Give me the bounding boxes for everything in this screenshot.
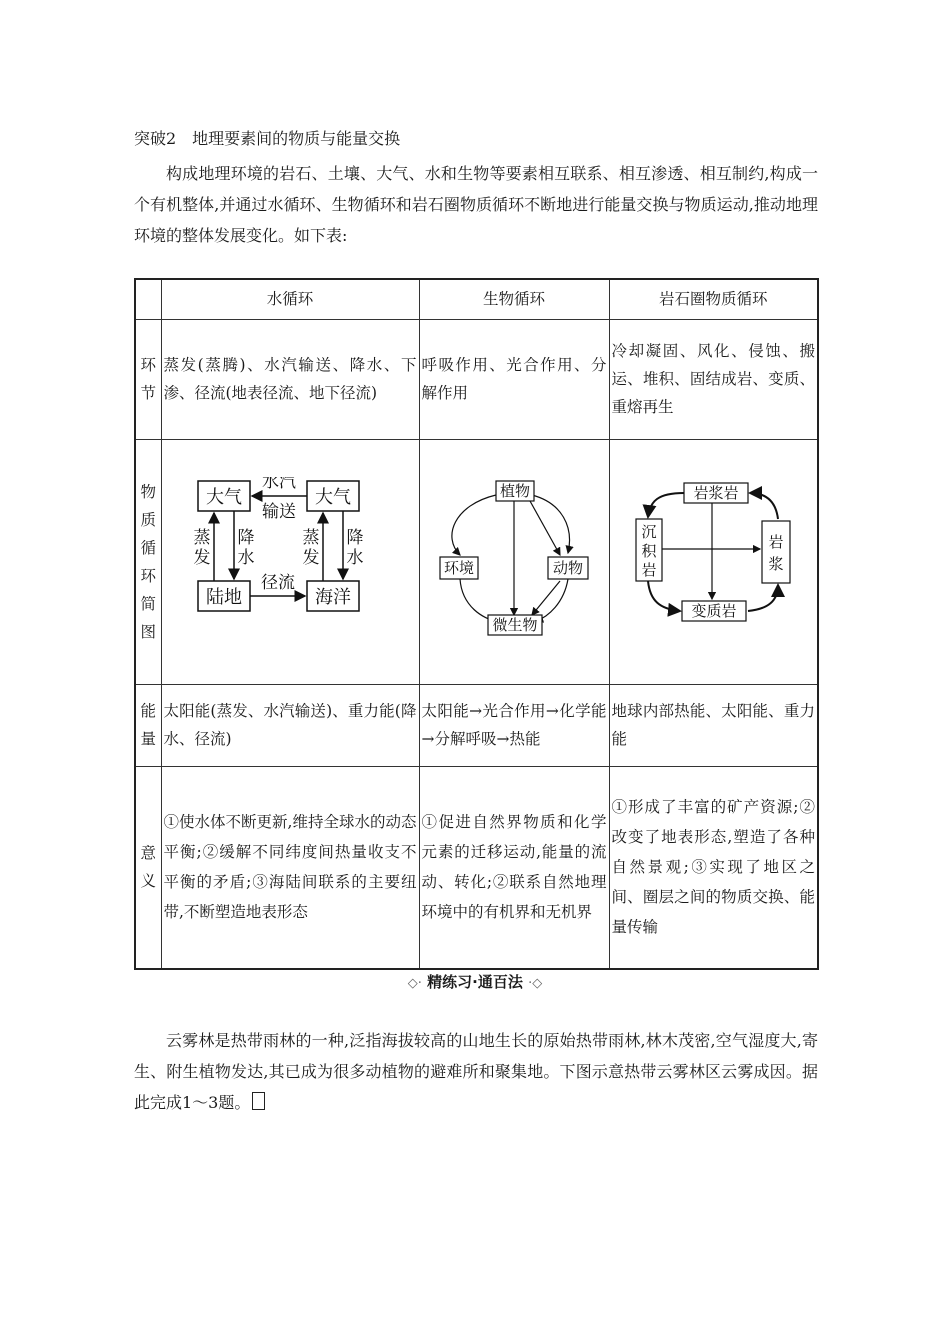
water-cycle-diagram bbox=[190, 477, 390, 637]
runoff-label: 径流 bbox=[261, 573, 295, 593]
row-label-energy: 能量 bbox=[135, 684, 161, 766]
ocean-precip-char-2: 水 bbox=[346, 548, 364, 568]
magma-char-1: 岩 bbox=[768, 533, 784, 551]
material-energy-table bbox=[134, 278, 819, 970]
row-links bbox=[135, 319, 818, 439]
atmosphere-left-label: 大气 bbox=[206, 487, 242, 508]
microbe-label: 微生物 bbox=[492, 616, 538, 634]
row-meaning bbox=[135, 766, 818, 969]
ocean-evap-char-2: 发 bbox=[302, 548, 320, 568]
plant-label: 植物 bbox=[499, 482, 531, 500]
exercise-text: 云雾林是热带雨林的一种,泛指海拔较高的山地生长的原始热带雨林,林木茂密,空气湿度大,寄生、附生植物发达,其已成为很多动植物的避难所和聚集地。下图示意热带云雾林区云雾成因。据此完成1～3题。 bbox=[134, 1031, 818, 1112]
magma-to-magmatic-curve bbox=[750, 493, 778, 519]
sed-char-3: 岩 bbox=[641, 561, 657, 579]
row-label-links: 环节 bbox=[135, 319, 161, 439]
magmatic-to-sed-curve bbox=[648, 493, 684, 517]
magmatic-rock-label: 岩浆岩 bbox=[693, 484, 739, 502]
land-label: 陆地 bbox=[206, 587, 242, 608]
banner-left-ornament-icon: ◇· bbox=[407, 976, 422, 991]
land-precip-char-2: 水 bbox=[237, 548, 255, 568]
magma-box bbox=[762, 521, 790, 583]
environment-label: 环境 bbox=[443, 559, 475, 577]
energy-rock: 地球内部热能、太阳能、重力能 bbox=[609, 684, 818, 766]
meaning-bio: ①促进自然界物质和化学元素的迁移运动,能量的流动、转化;②联系自然地理环境中的有机界和无机界 bbox=[419, 766, 609, 969]
animal-label: 动物 bbox=[552, 559, 584, 577]
row-diagram bbox=[135, 439, 818, 684]
land-precip-char-1: 降 bbox=[237, 528, 255, 548]
energy-bio: 太阳能→光合作用→化学能→分解呼吸→热能 bbox=[419, 684, 609, 766]
meaning-rock: ①形成了丰富的矿产资源;②改变了地表形态,塑造了各种自然景观;③实现了地区之间、圈层之间的物质交换、能量传输 bbox=[609, 766, 818, 969]
plant-to-env-curve bbox=[452, 495, 496, 555]
magma-char-2: 浆 bbox=[768, 555, 784, 573]
table-header-row bbox=[135, 279, 818, 319]
intro-paragraph: 构成地理环境的岩石、土壤、大气、水和生物等要素相互联系、相互渗透、相互制约,构成一个有机整体,并通过水循环、生物循环和岩石圈物质循环不断地进行能量交换与物质运动,推动地理环境的整体发展变化。如下表: bbox=[134, 164, 818, 245]
banner-title: 精练习·通百法 bbox=[427, 973, 523, 991]
meaning-water: ①使水体不断更新,维持全球水的动态平衡;②缓解不同纬度间热量收支不平衡的矛盾;③海陆间联系的主要纽带,不断塑造地表形态 bbox=[161, 766, 419, 969]
land-evap-char-2: 发 bbox=[193, 548, 211, 568]
sed-char-1: 沉 bbox=[641, 523, 657, 541]
transport-label: 输送 bbox=[262, 502, 296, 522]
bio-cycle-diagram bbox=[434, 477, 594, 637]
metamorphic-rock-label: 变质岩 bbox=[691, 602, 737, 620]
links-rock: 冷却凝固、风化、侵蚀、搬运、堆积、固结成岩、变质、重熔再生 bbox=[609, 319, 818, 439]
row-energy bbox=[135, 684, 818, 766]
bio-cycle-diagram-cell bbox=[419, 439, 609, 684]
header-water-cycle: 水循环 bbox=[161, 279, 419, 319]
vapor-label: 水汽 bbox=[262, 477, 296, 492]
atmosphere-right-label: 大气 bbox=[315, 487, 351, 508]
links-water: 蒸发(蒸腾)、水汽输送、降水、下渗、径流(地表径流、地下径流) bbox=[161, 319, 419, 439]
meta-to-magma-curve bbox=[748, 585, 778, 611]
rock-cycle-diagram-cell bbox=[609, 439, 818, 684]
ocean-precip-char-1: 降 bbox=[346, 528, 364, 548]
exercise-paragraph bbox=[134, 1025, 818, 1118]
ocean-label: 海洋 bbox=[315, 587, 351, 608]
placeholder-box-icon bbox=[252, 1092, 265, 1110]
header-bio-cycle: 生物循环 bbox=[419, 279, 609, 319]
ocean-evap-char-1: 蒸 bbox=[302, 528, 320, 548]
sed-char-2: 积 bbox=[641, 542, 657, 560]
plant-to-animal-arrow bbox=[530, 501, 560, 555]
links-bio: 呼吸作用、光合作用、分解作用 bbox=[419, 319, 609, 439]
row-label-diagram: 物质循环简图 bbox=[135, 439, 161, 684]
animal-to-microbe-arrow bbox=[532, 581, 560, 615]
water-cycle-diagram-cell bbox=[161, 439, 419, 684]
header-rock-cycle: 岩石圈物质循环 bbox=[609, 279, 818, 319]
section-heading: 突破2 地理要素间的物质与能量交换 bbox=[134, 129, 401, 148]
header-empty-cell bbox=[135, 279, 161, 319]
land-evap-char-1: 蒸 bbox=[193, 528, 211, 548]
rock-cycle-diagram bbox=[628, 477, 798, 637]
practice-banner bbox=[0, 971, 950, 992]
banner-right-ornament-icon: ·◇ bbox=[528, 976, 543, 991]
sed-to-meta-curve bbox=[648, 581, 680, 611]
energy-water: 太阳能(蒸发、水汽输送)、重力能(降水、径流) bbox=[161, 684, 419, 766]
plant-to-animal-curve bbox=[532, 495, 570, 553]
row-label-meaning: 意义 bbox=[135, 766, 161, 969]
